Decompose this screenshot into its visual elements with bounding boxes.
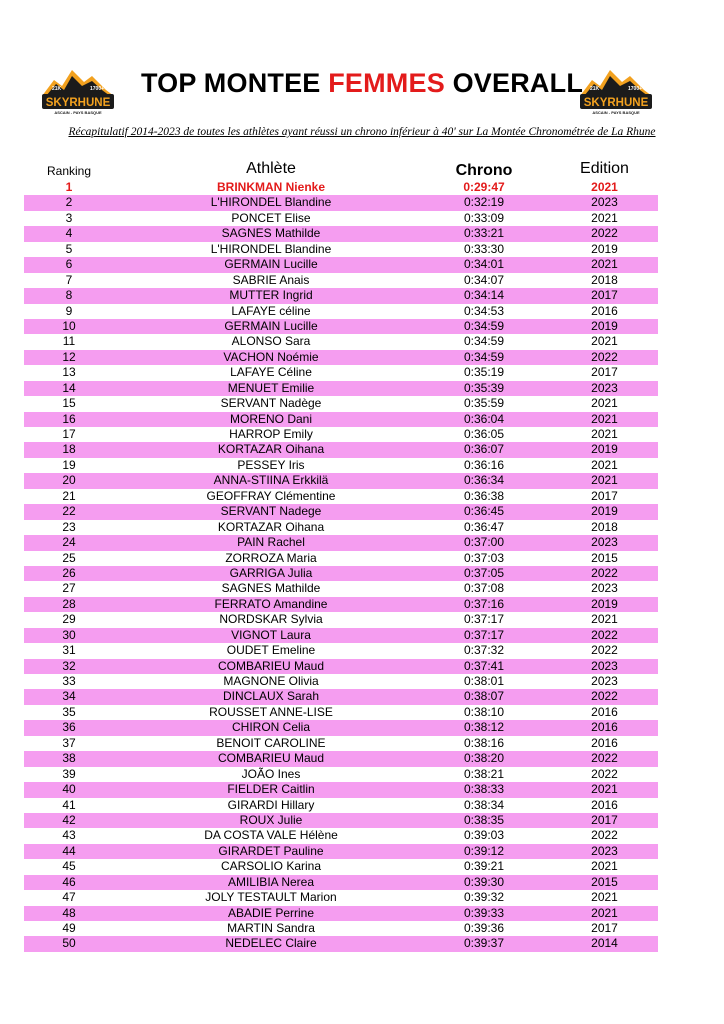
athlete-cell: GIRARDET Pauline bbox=[218, 843, 324, 858]
rank-cell: 7 bbox=[65, 272, 73, 287]
table-row bbox=[24, 535, 658, 550]
athlete-cell: COMBARIEU Maud bbox=[217, 658, 325, 673]
edition-cell: 2016 bbox=[591, 735, 618, 750]
edition-cell: 2021 bbox=[591, 180, 618, 194]
table-row bbox=[24, 890, 658, 905]
table-row bbox=[24, 844, 658, 859]
athlete-cell: LAFAYE céline bbox=[231, 303, 311, 318]
table-row bbox=[24, 628, 658, 643]
rank-cell: 37 bbox=[62, 735, 76, 750]
chrono-cell: 0:33:09 bbox=[463, 210, 505, 225]
logo-top-right-text: 1700+ bbox=[90, 86, 105, 92]
athlete-cell: PESSEY Iris bbox=[237, 457, 305, 472]
rank-cell: 46 bbox=[62, 874, 76, 889]
chrono-cell: 0:37:16 bbox=[463, 596, 505, 611]
edition-cell: 2022 bbox=[591, 689, 618, 704]
rank-cell: 22 bbox=[62, 504, 76, 519]
table-row bbox=[24, 736, 658, 751]
rank-cell: 40 bbox=[62, 782, 76, 797]
edition-cell: 2021 bbox=[591, 427, 618, 441]
chrono-cell: 0:38:33 bbox=[463, 782, 505, 797]
results-table bbox=[24, 158, 658, 952]
table-row bbox=[24, 936, 658, 951]
athlete-cell: L'HIRONDEL Blandine bbox=[210, 241, 332, 256]
chrono-cell: 0:39:03 bbox=[463, 828, 505, 843]
edition-cell: 2019 bbox=[591, 318, 618, 333]
edition-cell: 2021 bbox=[591, 612, 618, 627]
athlete-cell: AMILIBIA Nerea bbox=[227, 874, 315, 889]
table-row bbox=[24, 319, 658, 334]
edition-cell: 2019 bbox=[591, 596, 618, 611]
chrono-cell: 0:36:47 bbox=[463, 519, 505, 534]
chrono-cell: 0:37:41 bbox=[463, 658, 505, 673]
edition-cell: 2015 bbox=[591, 550, 618, 565]
rank-cell: 16 bbox=[62, 411, 76, 426]
logo-text: SKYRHUNE bbox=[583, 97, 649, 109]
table-row bbox=[24, 381, 658, 396]
chrono-cell: 0:29:47 bbox=[463, 180, 505, 194]
edition-cell: 2021 bbox=[591, 210, 618, 225]
athlete-cell: DA COSTA VALE Hélène bbox=[204, 828, 338, 843]
logo-bottom-text: ASCAIN - PAYS BASQUE bbox=[592, 110, 640, 115]
athlete-cell: SERVANT Nadège bbox=[220, 396, 322, 411]
athlete-cell: ANNA-STIINA Erkkilä bbox=[213, 473, 329, 488]
athlete-cell: KORTAZAR Oihana bbox=[217, 442, 325, 457]
rank-cell: 36 bbox=[62, 720, 76, 735]
athlete-cell: FERRATO Amandine bbox=[214, 596, 328, 611]
chrono-cell: 0:38:01 bbox=[463, 674, 505, 688]
table-row bbox=[24, 427, 658, 442]
athlete-cell: GERMAIN Lucille bbox=[224, 257, 318, 272]
rank-cell: 4 bbox=[65, 226, 73, 241]
rank-cell: 50 bbox=[62, 936, 76, 951]
edition-cell: 2021 bbox=[591, 905, 618, 920]
chrono-cell: 0:34:01 bbox=[463, 257, 505, 272]
athlete-cell: ALONSO Sara bbox=[231, 334, 311, 349]
table-row bbox=[24, 751, 658, 766]
rank-cell: 32 bbox=[62, 658, 76, 673]
athlete-cell: BRINKMAN Nienke bbox=[216, 180, 325, 194]
edition-cell: 2022 bbox=[591, 766, 618, 781]
athlete-cell: MENUET Emilie bbox=[227, 380, 315, 395]
table-row bbox=[24, 473, 658, 488]
table-row bbox=[24, 659, 658, 674]
rank-cell: 11 bbox=[62, 334, 76, 349]
edition-cell: 2017 bbox=[591, 812, 618, 827]
table-row bbox=[24, 211, 658, 226]
rank-cell: 33 bbox=[62, 674, 76, 688]
chrono-cell: 0:36:45 bbox=[463, 504, 505, 519]
table-row bbox=[24, 195, 658, 210]
table-row bbox=[24, 813, 658, 828]
athlete-cell: KORTAZAR Oihana bbox=[217, 519, 325, 534]
rank-cell: 47 bbox=[62, 890, 76, 905]
chrono-cell: 0:37:32 bbox=[463, 643, 505, 658]
chrono-cell: 0:39:30 bbox=[463, 874, 505, 889]
rank-cell: 6 bbox=[65, 257, 73, 272]
chrono-cell: 0:39:33 bbox=[463, 905, 505, 920]
rank-cell: 27 bbox=[62, 581, 76, 596]
chrono-cell: 0:36:34 bbox=[463, 473, 505, 488]
rank-cell: 15 bbox=[62, 396, 76, 411]
edition-cell: 2022 bbox=[591, 349, 618, 364]
rank-cell: 44 bbox=[62, 843, 76, 858]
rank-cell: 14 bbox=[62, 380, 76, 395]
title-part-2: OVERALL bbox=[444, 68, 584, 98]
table-row bbox=[24, 612, 658, 627]
rank-cell: 29 bbox=[62, 612, 76, 627]
chrono-cell: 0:38:07 bbox=[463, 689, 505, 704]
edition-cell: 2022 bbox=[591, 627, 618, 642]
athlete-cell: VACHON Noémie bbox=[223, 349, 319, 364]
table-row bbox=[24, 180, 658, 195]
athlete-cell: LAFAYE Céline bbox=[230, 365, 312, 380]
table-row bbox=[24, 412, 658, 427]
athlete-cell: ZORROZA Maria bbox=[225, 550, 317, 565]
logo-top-left-text: 21K bbox=[590, 86, 600, 92]
table-row bbox=[24, 674, 658, 689]
edition-cell: 2017 bbox=[591, 365, 618, 380]
table-row bbox=[24, 859, 658, 874]
table-row bbox=[24, 798, 658, 813]
chrono-cell: 0:38:16 bbox=[463, 735, 505, 750]
rank-cell: 9 bbox=[65, 303, 73, 318]
athlete-cell: BENOIT CAROLINE bbox=[216, 735, 326, 750]
table-row bbox=[24, 705, 658, 720]
rank-cell: 48 bbox=[62, 905, 76, 920]
table-row bbox=[24, 551, 658, 566]
edition-cell: 2014 bbox=[591, 936, 618, 951]
rank-cell: 5 bbox=[65, 241, 73, 256]
logo-top-left-text: 21K bbox=[52, 86, 62, 92]
athlete-cell: MAGNONE Olivia bbox=[223, 674, 319, 688]
chrono-cell: 0:39:32 bbox=[463, 890, 505, 905]
chrono-cell: 0:34:14 bbox=[463, 288, 505, 303]
edition-cell: 2017 bbox=[591, 488, 618, 503]
rank-cell: 42 bbox=[62, 812, 76, 827]
table-row bbox=[24, 643, 658, 658]
edition-cell: 2021 bbox=[591, 473, 618, 488]
title-accent: FEMMES bbox=[328, 68, 445, 98]
chrono-cell: 0:36:16 bbox=[463, 457, 505, 472]
edition-cell: 2016 bbox=[591, 704, 618, 719]
rank-cell: 25 bbox=[62, 550, 76, 565]
table-row bbox=[24, 504, 658, 519]
chrono-cell: 0:38:21 bbox=[463, 766, 505, 781]
athlete-cell: SERVANT Nadege bbox=[220, 504, 322, 519]
rank-cell: 24 bbox=[62, 535, 76, 550]
athlete-cell: OUDET Emeline bbox=[226, 643, 316, 658]
chrono-cell: 0:36:38 bbox=[463, 488, 505, 503]
edition-cell: 2023 bbox=[591, 674, 618, 688]
rank-cell: 49 bbox=[62, 921, 76, 935]
athlete-cell: CARSOLIO Karina bbox=[220, 859, 322, 874]
rank-cell: 23 bbox=[62, 519, 76, 534]
table-row bbox=[24, 689, 658, 704]
rank-cell: 10 bbox=[62, 318, 76, 333]
athlete-cell: CHIRON Celia bbox=[231, 720, 310, 735]
athlete-cell: MARTIN Sandra bbox=[227, 921, 315, 935]
edition-cell: 2021 bbox=[591, 890, 618, 905]
athlete-cell: ROUSSET ANNE-LISE bbox=[209, 704, 333, 719]
chrono-cell: 0:37:08 bbox=[463, 581, 505, 596]
rank-cell: 18 bbox=[62, 442, 76, 457]
logo-top-right-text: 1700+ bbox=[628, 86, 643, 92]
edition-cell: 2021 bbox=[591, 457, 618, 472]
athlete-cell: VIGNOT Laura bbox=[231, 627, 311, 642]
edition-cell: 2021 bbox=[591, 257, 618, 272]
edition-cell: 2016 bbox=[591, 720, 618, 735]
edition-cell: 2023 bbox=[591, 581, 618, 596]
edition-cell: 2018 bbox=[591, 272, 618, 287]
edition-cell: 2021 bbox=[591, 396, 618, 411]
edition-cell: 2022 bbox=[591, 226, 618, 241]
athlete-cell: NORDSKAR Sylvia bbox=[219, 612, 323, 627]
table-body bbox=[24, 180, 658, 952]
table-row bbox=[24, 257, 658, 272]
rank-cell: 43 bbox=[62, 828, 76, 843]
edition-cell: 2016 bbox=[591, 303, 618, 318]
athlete-cell: L'HIRONDEL Blandine bbox=[210, 195, 332, 210]
table-row bbox=[24, 782, 658, 797]
chrono-cell: 0:38:10 bbox=[463, 704, 505, 719]
chrono-cell: 0:37:17 bbox=[463, 612, 505, 627]
edition-cell: 2021 bbox=[591, 411, 618, 426]
athlete-cell: GERMAIN Lucille bbox=[224, 318, 318, 333]
table-row bbox=[24, 273, 658, 288]
rank-cell: 45 bbox=[62, 859, 76, 874]
chrono-cell: 0:39:12 bbox=[463, 843, 505, 858]
rank-cell: 28 bbox=[62, 596, 76, 611]
athlete-cell: ROUX Julie bbox=[239, 812, 303, 827]
table-row bbox=[24, 828, 658, 843]
athlete-cell: GEOFFRAY Clémentine bbox=[206, 488, 336, 503]
chrono-cell: 0:32:19 bbox=[463, 195, 505, 210]
edition-cell: 2021 bbox=[591, 334, 618, 349]
rank-cell: 19 bbox=[62, 457, 76, 472]
table-row bbox=[24, 458, 658, 473]
logo-bottom-text: ASCAIN - PAYS BASQUE bbox=[54, 110, 102, 115]
athlete-cell: COMBARIEU Maud bbox=[217, 751, 325, 766]
table-row bbox=[24, 520, 658, 535]
edition-cell: 2022 bbox=[591, 643, 618, 658]
table-row bbox=[24, 581, 658, 596]
rank-cell: 38 bbox=[62, 751, 76, 766]
edition-cell: 2023 bbox=[591, 843, 618, 858]
rank-cell: 39 bbox=[62, 766, 76, 781]
chrono-cell: 0:38:35 bbox=[463, 812, 505, 827]
table-row bbox=[24, 767, 658, 782]
edition-cell: 2022 bbox=[591, 751, 618, 766]
athlete-cell: PONCET Elise bbox=[231, 210, 311, 225]
chrono-cell: 0:37:03 bbox=[463, 550, 505, 565]
chrono-cell: 0:34:59 bbox=[463, 349, 505, 364]
athlete-cell: HARROP Emily bbox=[229, 427, 313, 441]
table-row bbox=[24, 720, 658, 735]
chrono-cell: 0:35:39 bbox=[463, 380, 505, 395]
edition-cell: 2017 bbox=[591, 288, 618, 303]
edition-cell: 2021 bbox=[591, 782, 618, 797]
chrono-cell: 0:39:21 bbox=[463, 859, 505, 874]
table-row bbox=[24, 597, 658, 612]
chrono-cell: 0:37:00 bbox=[463, 535, 505, 550]
chrono-cell: 0:34:07 bbox=[463, 272, 505, 287]
table-row bbox=[24, 875, 658, 890]
chrono-cell: 0:39:37 bbox=[463, 936, 505, 951]
chrono-cell: 0:34:53 bbox=[463, 303, 505, 318]
column-header-edition: Edition bbox=[580, 160, 629, 177]
table-row bbox=[24, 242, 658, 257]
edition-cell: 2019 bbox=[591, 442, 618, 457]
athlete-cell: MORENO Dani bbox=[229, 411, 312, 426]
athlete-cell: GIRARDI Hillary bbox=[227, 797, 315, 812]
table-row bbox=[24, 921, 658, 936]
edition-cell: 2022 bbox=[591, 828, 618, 843]
rank-cell: 30 bbox=[62, 627, 76, 642]
athlete-cell: ABADIE Perrine bbox=[227, 905, 315, 920]
chrono-cell: 0:38:20 bbox=[463, 751, 505, 766]
table-row bbox=[24, 396, 658, 411]
chrono-cell: 0:38:34 bbox=[463, 797, 505, 812]
table-row bbox=[24, 288, 658, 303]
athlete-cell: SABRIE Anais bbox=[232, 272, 310, 287]
title-part-1: TOP MONTEE bbox=[140, 68, 329, 98]
athlete-cell: NEDELEC Claire bbox=[225, 936, 317, 951]
logo-text: SKYRHUNE bbox=[45, 97, 111, 109]
athlete-cell: SAGNES Mathilde bbox=[221, 581, 321, 596]
edition-cell: 2023 bbox=[591, 658, 618, 673]
athlete-cell: JOÃO Ines bbox=[241, 766, 301, 781]
table-header bbox=[24, 158, 658, 180]
table-row bbox=[24, 226, 658, 241]
table-row bbox=[24, 350, 658, 365]
rank-cell: 34 bbox=[62, 689, 76, 704]
page-title bbox=[0, 68, 724, 99]
athlete-cell: PAIN Rachel bbox=[237, 535, 305, 550]
rank-cell: 31 bbox=[62, 643, 76, 658]
rank-cell: 13 bbox=[62, 365, 76, 380]
edition-cell: 2022 bbox=[591, 565, 618, 580]
edition-cell: 2021 bbox=[591, 859, 618, 874]
edition-cell: 2016 bbox=[591, 797, 618, 812]
chrono-cell: 0:37:17 bbox=[463, 627, 505, 642]
athlete-cell: JOLY TESTAULT Marion bbox=[205, 890, 337, 905]
chrono-cell: 0:35:59 bbox=[463, 396, 505, 411]
rank-cell: 1 bbox=[65, 180, 73, 194]
chrono-cell: 0:39:36 bbox=[463, 921, 505, 935]
edition-cell: 2023 bbox=[591, 535, 618, 550]
page-subtitle: Récapitulatif 2014-2023 de toutes les athlètes ayant réussi un chrono inférieur à 40' sur La Montée Chronométrée de La Rhune bbox=[68, 126, 656, 138]
table-row bbox=[24, 304, 658, 319]
column-header-ranking: Ranking bbox=[46, 164, 92, 178]
chrono-cell: 0:33:30 bbox=[463, 241, 505, 256]
rank-cell: 12 bbox=[62, 349, 76, 364]
edition-cell: 2019 bbox=[591, 504, 618, 519]
chrono-cell: 0:33:21 bbox=[463, 226, 505, 241]
edition-cell: 2015 bbox=[591, 874, 618, 889]
athlete-cell: MUTTER Ingrid bbox=[229, 288, 313, 303]
rank-cell: 21 bbox=[62, 488, 76, 503]
edition-cell: 2023 bbox=[591, 380, 618, 395]
rank-cell: 8 bbox=[65, 288, 73, 303]
edition-cell: 2019 bbox=[591, 241, 618, 256]
chrono-cell: 0:37:05 bbox=[463, 565, 505, 580]
athlete-cell: GARRIGA Julia bbox=[229, 565, 313, 580]
chrono-cell: 0:34:59 bbox=[463, 334, 505, 349]
rank-cell: 20 bbox=[62, 473, 76, 488]
edition-cell: 2017 bbox=[591, 921, 618, 935]
table-row bbox=[24, 334, 658, 349]
rank-cell: 41 bbox=[62, 797, 76, 812]
athlete-cell: DINCLAUX Sarah bbox=[222, 689, 320, 704]
chrono-cell: 0:36:05 bbox=[463, 427, 505, 441]
edition-cell: 2023 bbox=[591, 195, 618, 210]
edition-cell: 2018 bbox=[591, 519, 618, 534]
table-row bbox=[24, 906, 658, 921]
chrono-cell: 0:35:19 bbox=[463, 365, 505, 380]
column-header-athlete: Athlète bbox=[246, 160, 296, 177]
table-row bbox=[24, 365, 658, 380]
rank-cell: 26 bbox=[62, 565, 76, 580]
chrono-cell: 0:38:12 bbox=[463, 720, 505, 735]
athlete-cell: FIELDER Caitlin bbox=[227, 782, 315, 797]
rank-cell: 17 bbox=[62, 427, 76, 441]
table-row bbox=[24, 442, 658, 457]
rank-cell: 3 bbox=[65, 210, 73, 225]
athlete-cell: SAGNES Mathilde bbox=[221, 226, 321, 241]
rank-cell: 2 bbox=[65, 195, 73, 210]
chrono-cell: 0:36:07 bbox=[463, 442, 505, 457]
table-row bbox=[24, 566, 658, 581]
chrono-cell: 0:36:04 bbox=[463, 411, 505, 426]
rank-cell: 35 bbox=[62, 704, 76, 719]
chrono-cell: 0:34:59 bbox=[463, 318, 505, 333]
table-row bbox=[24, 489, 658, 504]
column-header-chrono: Chrono bbox=[455, 162, 513, 179]
